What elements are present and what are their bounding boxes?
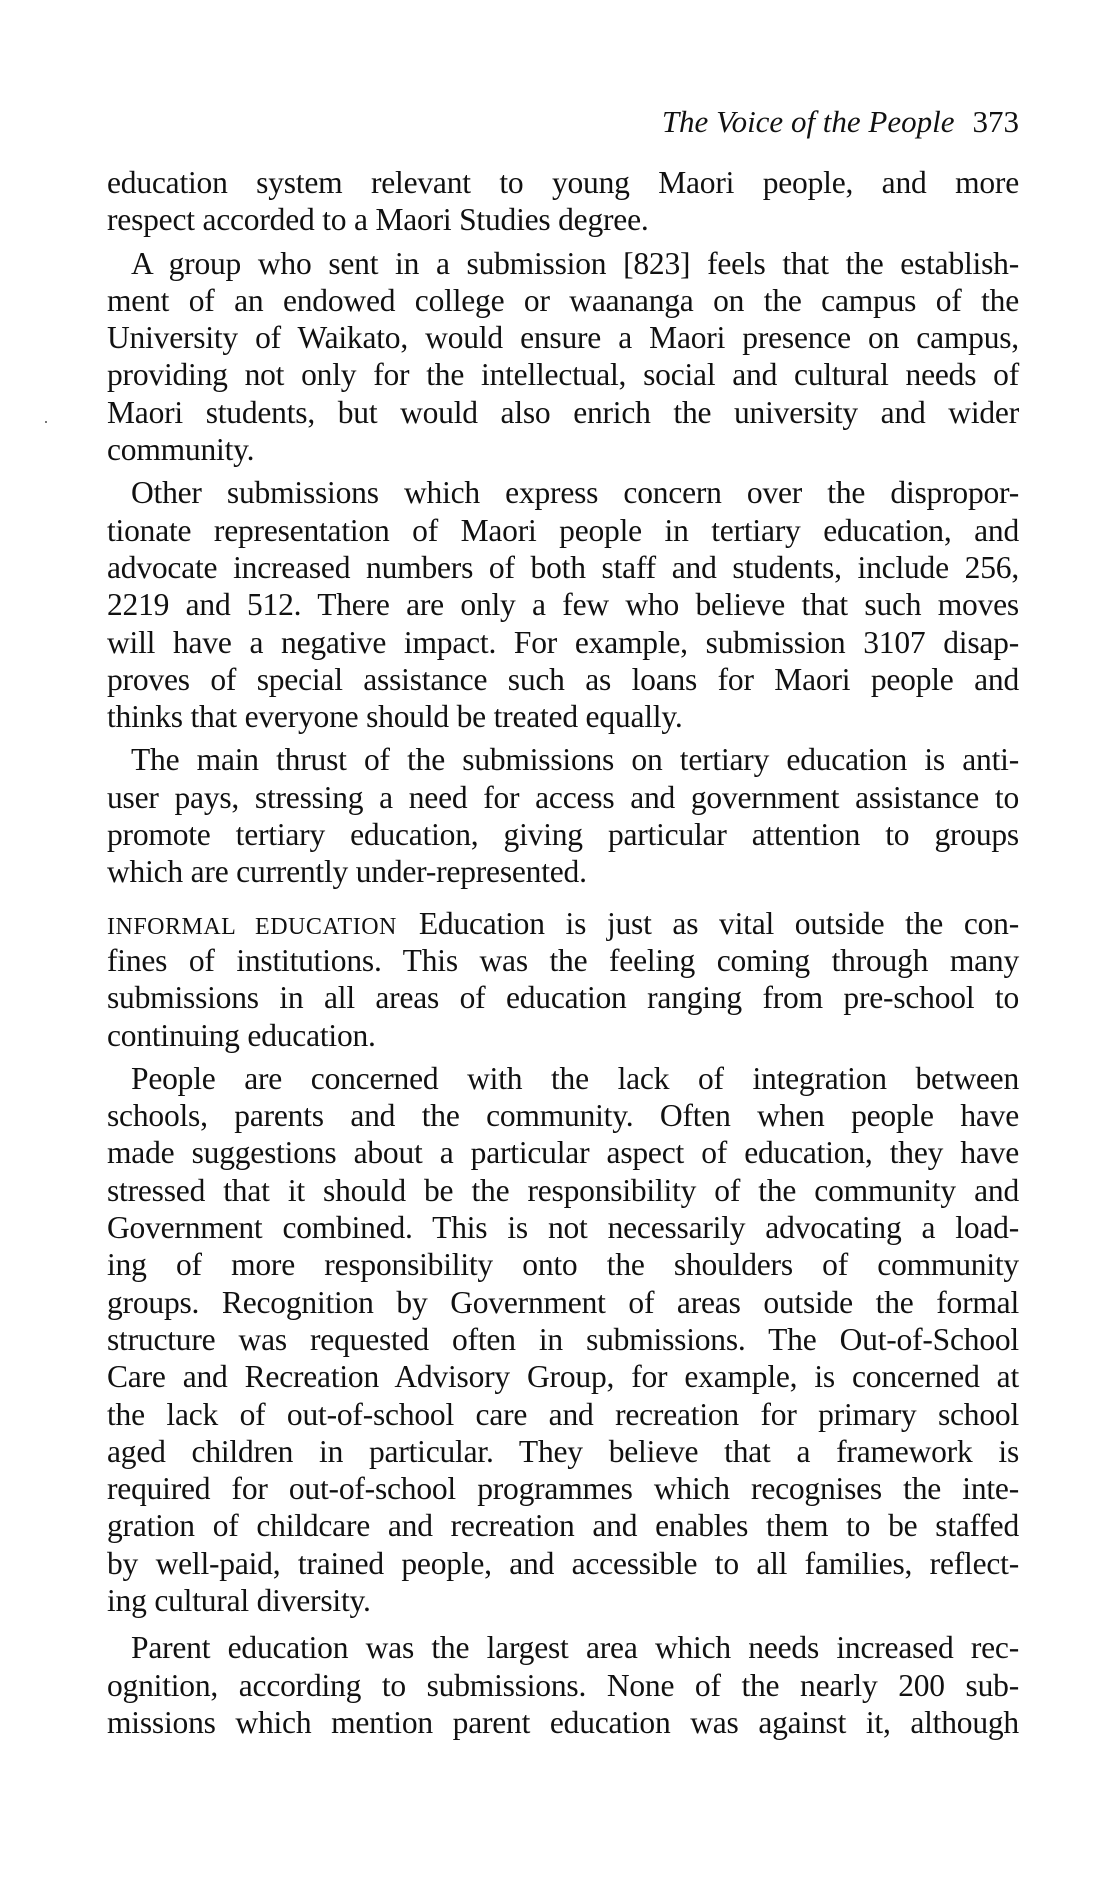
text-line: providing not only for the intellectual, social and cultural needs of [107, 357, 1019, 393]
paragraph [107, 741, 1019, 890]
text-line: stressed that it should be the responsibility of the community and [107, 1172, 1019, 1208]
section-heading: INFORMAL EDUCATION [107, 913, 397, 940]
paragraph [107, 164, 1019, 239]
text-line: Maori students, but would also enrich the university and wider [107, 394, 1019, 430]
text-line: fines of institutions. This was the feeling coming through many [107, 942, 1019, 978]
text-line: will have a negative impact. For example, submission 3107 disap- [107, 624, 1019, 660]
body-text [107, 164, 1019, 1741]
text-line: schools, parents and the community. Often when people have [107, 1098, 1019, 1134]
text-line: Care and Recreation Advisory Group, for example, is concerned at [107, 1359, 1019, 1395]
paragraph [107, 474, 1019, 735]
text-line: continuing education. [107, 1017, 376, 1053]
text-line: the lack of out-of-school care and recreation for primary school [107, 1396, 1019, 1432]
text-line: ing cultural diversity. [107, 1582, 371, 1618]
text-line: University of Waikato, would ensure a Maori presence on campus, [107, 320, 1019, 356]
text-line: ment of an endowed college or waananga on the campus of the [107, 282, 1019, 318]
text-line: A group who sent in a submission [823] feels that the establish- [131, 245, 1019, 281]
text-line: People are concerned with the lack of integration between [131, 1060, 1019, 1096]
text-line: education system relevant to young Maori people, and more [107, 165, 1019, 200]
running-head [662, 102, 1019, 142]
text-line: aged children in particular. They believe that a framework is [107, 1433, 1019, 1469]
text-line: community. [107, 432, 255, 468]
text-line: groups. Recognition by Government of areas outside the formal [107, 1284, 1019, 1320]
paragraph [107, 245, 1019, 469]
paragraph [107, 1629, 1019, 1741]
text-line: made suggestions about a particular aspect of education, they have [107, 1135, 1019, 1171]
text-line: Other submissions which express concern over the dispropor- [131, 475, 1019, 511]
text-line: missions which mention parent education was against it, although [107, 1704, 1019, 1740]
text-line: 2219 and 512. There are only a few who believe that such moves [107, 587, 1019, 623]
text-line: Parent education was the largest area which needs increased rec- [131, 1630, 1019, 1666]
text-line: which are currently under-represented. [107, 854, 587, 890]
text-line: gration of childcare and recreation and enables them to be staffed [107, 1508, 1019, 1544]
text-line: The main thrust of the submissions on tertiary education is anti- [131, 742, 1019, 778]
text-line: Government combined. This is not necessarily advocating a load- [107, 1210, 1019, 1246]
page-number: 373 [972, 104, 1019, 139]
text-line: promote tertiary education, giving particular attention to groups [107, 817, 1019, 853]
scan-speck [45, 421, 47, 423]
paragraph-informal-education [107, 905, 1019, 1054]
text-line: tionate representation of Maori people in tertiary education, and [107, 512, 1019, 548]
text-line: proves of special assistance such as loans for Maori people and [107, 661, 1019, 697]
text-line: respect accorded to a Maori Studies degree. [107, 202, 649, 238]
text-line: thinks that everyone should be treated equally. [107, 699, 683, 735]
running-head-title: The Voice of the People [661, 104, 955, 139]
text-line: required for out-of-school programmes which recognises the inte- [107, 1471, 1019, 1507]
paragraph [107, 1060, 1019, 1619]
text-line: by well-paid, trained people, and accessible to all families, reflect- [107, 1545, 1019, 1581]
text-line: submissions in all areas of education ranging from pre-school to [107, 980, 1019, 1016]
text-line [107, 905, 1019, 942]
text-line: ing of more responsibility onto the shoulders of community [107, 1247, 1019, 1283]
text-run: Education is just as vital outside the con- [418, 905, 1019, 941]
text-line: structure was requested often in submissions. The Out-of-School [107, 1321, 1019, 1357]
text-line: ognition, according to submissions. None of the nearly 200 sub- [107, 1667, 1019, 1703]
text-line: user pays, stressing a need for access and government assistance to [107, 779, 1019, 815]
text-line: advocate increased numbers of both staff and students, include 256, [107, 549, 1019, 585]
